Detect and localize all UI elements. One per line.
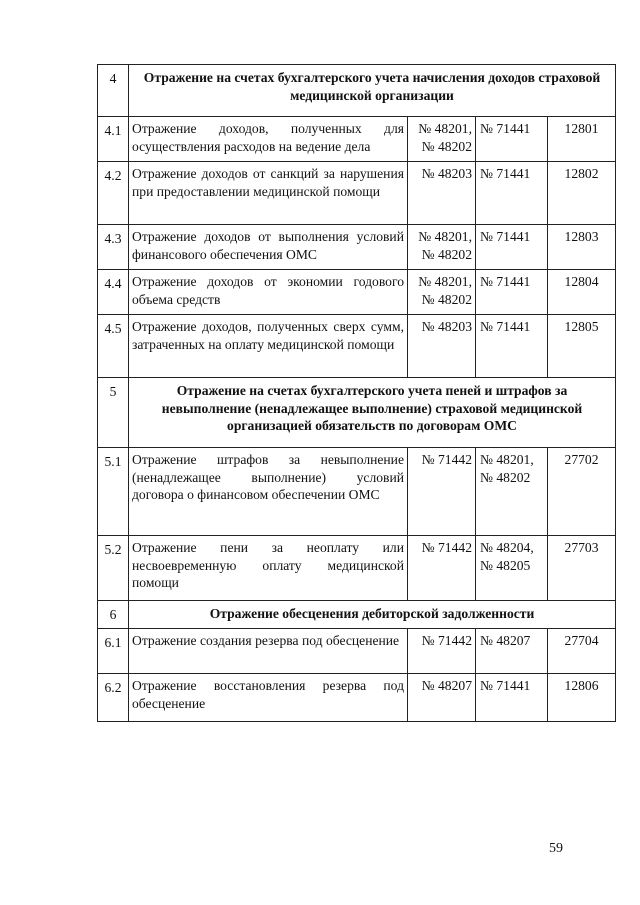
debit-account xyxy=(408,225,476,270)
row-description: Отражение доходов от выполнения условий финансового обеспечения ОМС xyxy=(129,225,408,270)
symbol-code: 12806 xyxy=(548,674,616,722)
debit-account-number: № 48201, xyxy=(418,121,472,136)
row-description: Отражение восстановления резерва под обесценение xyxy=(129,674,408,722)
debit-account xyxy=(408,629,476,674)
section-header-row xyxy=(98,378,616,448)
row-number: 4.4 xyxy=(98,270,129,315)
credit-account xyxy=(476,117,548,162)
row-number: 6.1 xyxy=(98,629,129,674)
table-row xyxy=(98,674,616,722)
row-description: Отражение создания резерва под обесценение xyxy=(129,629,408,674)
table-row xyxy=(98,270,616,315)
symbol-code: 27702 xyxy=(548,448,616,536)
accounting-entries-table xyxy=(97,64,616,722)
page-number: 59 xyxy=(549,841,563,856)
debit-account xyxy=(408,674,476,722)
symbol-code: 12803 xyxy=(548,225,616,270)
credit-account xyxy=(476,225,548,270)
credit-account xyxy=(476,270,548,315)
debit-account-number: № 48201, xyxy=(418,229,472,244)
symbol-code: 27703 xyxy=(548,536,616,601)
credit-account xyxy=(476,448,548,536)
debit-account xyxy=(408,448,476,536)
row-number: 6.2 xyxy=(98,674,129,722)
debit-account-number: № 48202 xyxy=(421,138,472,154)
row-description: Отражение доходов от санкций за нарушения при предоставлении медицинской помощи xyxy=(129,162,408,225)
debit-account-number: № 48201, xyxy=(418,274,472,289)
debit-account-number: № 71442 xyxy=(421,540,472,555)
debit-account xyxy=(408,536,476,601)
credit-account-number: № 48204, xyxy=(480,540,534,555)
table-row xyxy=(98,117,616,162)
table-row xyxy=(98,225,616,270)
row-number: 4.2 xyxy=(98,162,129,225)
table-row xyxy=(98,629,616,674)
debit-account-number: № 48207 xyxy=(421,678,472,693)
row-description: Отражение пени за неоплату или несвоевременную оплату медицинской помощи xyxy=(129,536,408,601)
debit-account-number: № 48202 xyxy=(421,291,472,307)
debit-account xyxy=(408,315,476,378)
row-description: Отражение доходов от экономии годового объема средств xyxy=(129,270,408,315)
credit-account xyxy=(476,629,548,674)
debit-account xyxy=(408,270,476,315)
credit-account-number: № 48202 xyxy=(480,469,531,485)
symbol-code: 12805 xyxy=(548,315,616,378)
debit-account xyxy=(408,162,476,225)
credit-account-number: № 71441 xyxy=(480,229,531,244)
row-description: Отражение доходов, полученных сверх сумм, затраченных на оплату медицинской помощи xyxy=(129,315,408,378)
table-row xyxy=(98,162,616,225)
row-number: 4.3 xyxy=(98,225,129,270)
credit-account-number: № 71441 xyxy=(480,678,531,693)
debit-account xyxy=(408,117,476,162)
section-title: Отражение обесценения дебиторской задолженности xyxy=(129,601,616,629)
row-description: Отражение доходов, полученных для осуществления расходов на ведение дела xyxy=(129,117,408,162)
symbol-code: 12804 xyxy=(548,270,616,315)
section-number: 6 xyxy=(98,601,129,629)
debit-account-number: № 48202 xyxy=(421,246,472,262)
credit-account-number: № 71441 xyxy=(480,166,531,181)
table-row xyxy=(98,315,616,378)
row-description: Отражение штрафов за невыполнение (ненадлежащее выполнение) условий договора о финансовом обеспечении ОМС xyxy=(129,448,408,536)
row-number: 4.1 xyxy=(98,117,129,162)
debit-account-number: № 71442 xyxy=(421,633,472,648)
credit-account-number: № 48201, xyxy=(480,452,534,467)
symbol-code: 12802 xyxy=(548,162,616,225)
section-header-row xyxy=(98,601,616,629)
symbol-code: 12801 xyxy=(548,117,616,162)
symbol-code: 27704 xyxy=(548,629,616,674)
debit-account-number: № 71442 xyxy=(421,452,472,467)
table-row xyxy=(98,448,616,536)
row-number: 5.2 xyxy=(98,536,129,601)
credit-account-number: № 48205 xyxy=(480,557,531,573)
credit-account-number: № 71441 xyxy=(480,274,531,289)
debit-account-number: № 48203 xyxy=(421,166,472,181)
section-title: Отражение на счетах бухгалтерского учета начисления доходов страховой медицинской организации xyxy=(129,65,616,117)
section-header-row xyxy=(98,65,616,117)
credit-account xyxy=(476,162,548,225)
table-row xyxy=(98,536,616,601)
credit-account-number: № 48207 xyxy=(480,633,531,648)
section-number: 5 xyxy=(98,378,129,448)
section-title: Отражение на счетах бухгалтерского учета пеней и штрафов за невыполнение (ненадлежащее выполнение) страховой медицинской организацией обязательств по договорам ОМС xyxy=(129,378,616,448)
section-number: 4 xyxy=(98,65,129,117)
credit-account xyxy=(476,674,548,722)
debit-account-number: № 48203 xyxy=(421,319,472,334)
credit-account-number: № 71441 xyxy=(480,319,531,334)
row-number: 5.1 xyxy=(98,448,129,536)
credit-account-number: № 71441 xyxy=(480,121,531,136)
credit-account xyxy=(476,536,548,601)
row-number: 4.5 xyxy=(98,315,129,378)
credit-account xyxy=(476,315,548,378)
